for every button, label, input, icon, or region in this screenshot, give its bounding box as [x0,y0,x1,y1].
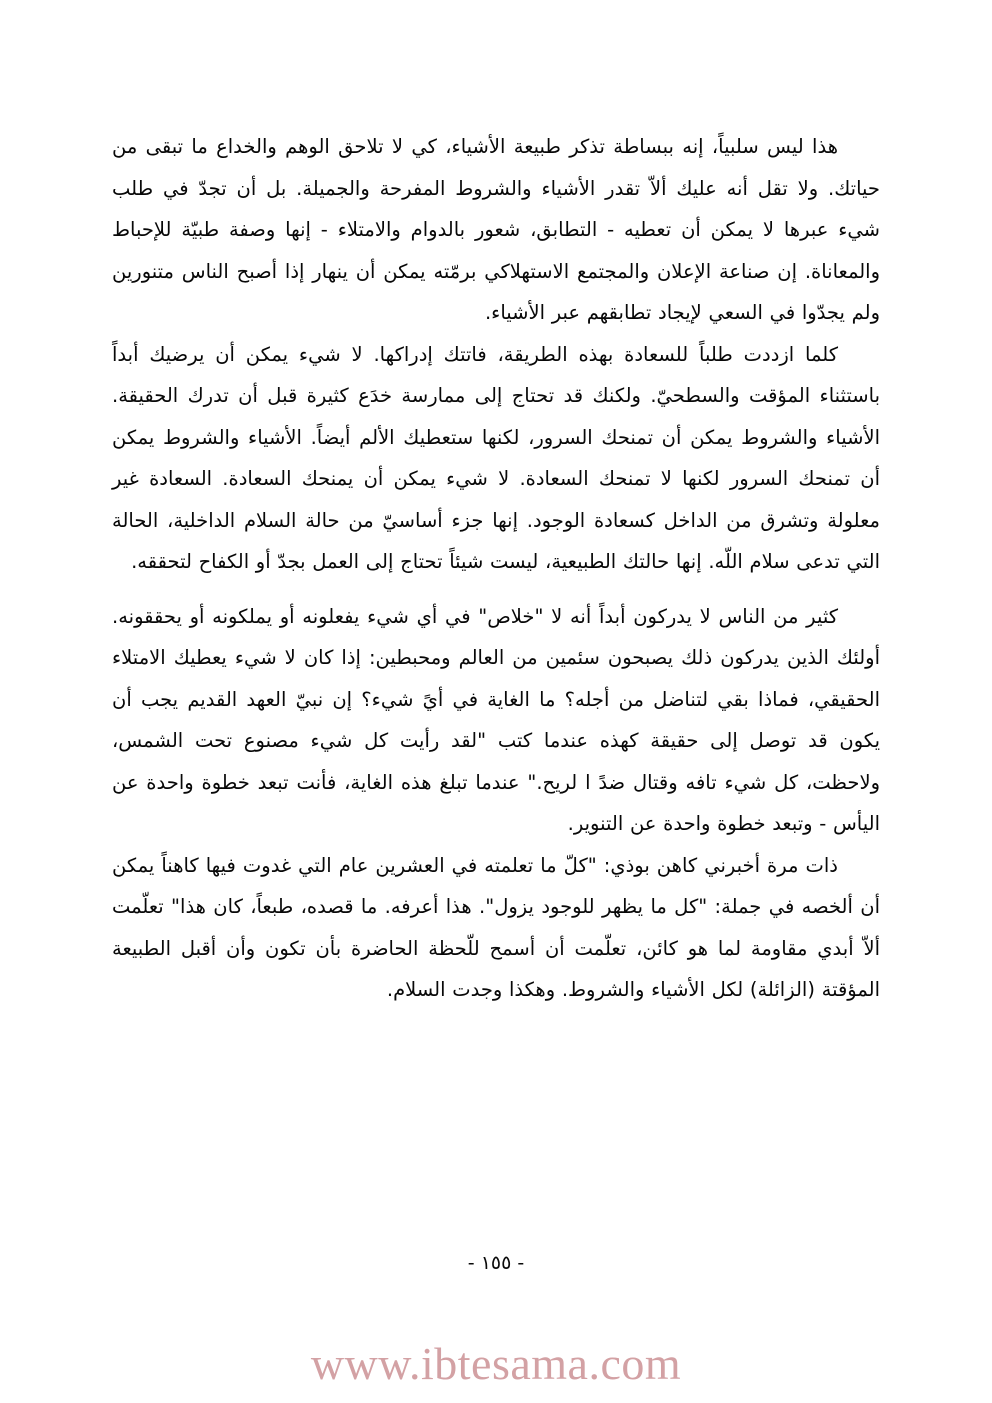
paragraph-4: ذات مرة أخبرني كاهن بوذي: "كلّ ما تعلمته في العشرين عام التي غدوت فيها كاهناً يمكن أن ألخصه في جملة: "كل ما يظهر للوجود يزول". هذا أعرفه. ما قصده، طبعاً، كان هذا" تعلّمت ألاّ أبدي مقاومة لما هو كائن، تعلّمت أن أسمح للّحظة الحاضرة بأن تكون وأن أقبل الطبيعة المؤقتة (الزائلة) لكل الأشياء والشروط. وهكذا وجدت السلام. [112,853,880,1001]
paragraph-3: كثير من الناس لا يدركون أبداً أنه لا "خلاص" في أي شيء يفعلونه أو يملكونه أو يحققونه. أولئك الذين يدركون ذلك يصبحون سئمين من العالم ومحبطين: إذا كان لا شيء يعطيك الامتلاء الحقيقي، فماذا بقي لتناضل من أجله؟ ما الغاية في أيً شيء؟ إن نبيّ العهد القديم يجب أن يكون قد توصل إلى حقيقة كهذه عندما كتب "لقد رأيت كل شيء مصنوع تحت الشمس، ولاحظت، كل شيء تافه وقتال ضدً ا لريح." عندما تبلغ هذه الغاية، فأنت تبعد خطوة واحدة عن اليأس - وتبعد خطوة واحدة عن التنوير. [112,604,880,835]
paragraph-1: هذا ليس سلبياً، إنه ببساطة تذكر طبيعة الأشياء، كي لا تلاحق الوهم والخداع ما تبقى من حياتك. ولا تقل أنه عليك ألاّ تقدر الأشياء والشروط المفرحة والجميلة. بل أن تجدّ في طلب شيء عبرها لا يمكن أن تعطيه - التطابق، شعور بالدوام والامتلاء - إنها وصفة طبيّة للإحباط والمعاناة. إن صناعة الإعلان والمجتمع الاستهلاكي برمّته يمكن أن ينهار إذا أصبح الناس متنورين ولم يجدّوا في السعي لإيجاد تطابقهم عبر الأشياء. [112,135,880,324]
site-watermark: www.ibtesama.com [310,1338,682,1389]
page-number: - ١٥٥ - [467,1252,525,1274]
paragraph-2: كلما ازددت طلباً للسعادة بهذه الطريقة، فاتتك إدراكها. لا شيء يمكن أن يرضيك أبداً باستثناء المؤقت والسطحيّ. ولكنك قد تحتاج إلى ممارسة خدَع كثيرة قبل أن تدرك الحقيقة. الأشياء والشروط يمكن أن تمنحك السرور، لكنها ستعطيك الألم أيضاً. الأشياء والشروط يمكن أن تمنحك السرور لكنها لا تمنحك السعادة. لا شيء يمكن أن يمنحك السعادة. السعادة غير معلولة وتشرق من الداخل كسعادة الوجود. إنها جزء أساسيّ من حالة السلام الداخلية، الحالة التي تدعى سلام اللّه. إنها حالتك الطبيعية، ليست شيئاً تحتاج إلى العمل بجدّ أو الكفاح لتحققه. [112,342,880,573]
page-text-body [112,126,880,1011]
